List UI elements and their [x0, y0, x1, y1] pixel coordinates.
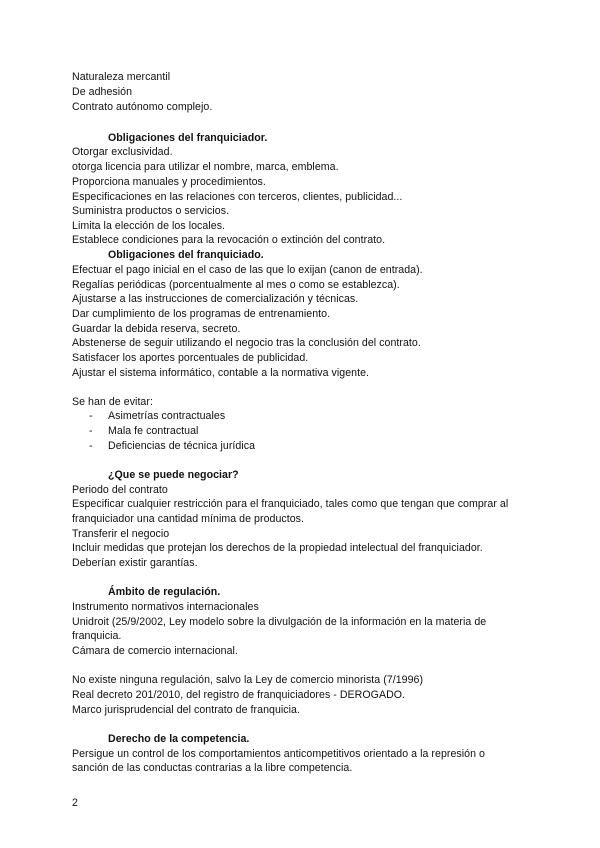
list-item: Efectuar el pago inicial en el caso de las que lo exijan (canon de entrada). — [72, 264, 423, 276]
paragraph-line: Instrumento normativos internacionales — [72, 601, 259, 613]
paragraph-line: sanción de las conductas contrarias a la libre competencia. — [72, 762, 353, 774]
bullet-item: Deficiencias de técnica jurídica — [108, 440, 256, 452]
paragraph-line: Cámara de comercio internacional. — [72, 645, 238, 657]
paragraph-line: Persigue un control de los comportamientos anticompetitivos orientado a la represión o — [72, 748, 485, 760]
list-item: Abstenerse de seguir utilizando el negocio tras la conclusión del contrato. — [72, 337, 421, 349]
list-item: Establece condiciones para la revocación o extinción del contrato. — [72, 234, 386, 246]
section-heading-franquiciado: Obligaciones del franquiciado. — [108, 249, 264, 261]
paragraph-line: franquiciador una cantidad mínima de productos. — [72, 513, 305, 525]
paragraph-line: Unidroit (25/9/2002, Ley modelo sobre la divulgación de la información en la materia de — [72, 616, 487, 628]
bullet-dash: - — [89, 410, 93, 422]
paragraph-line: No existe ninguna regulación, salvo la Ley de comercio minorista (7/1996) — [72, 674, 424, 686]
intro-line: Contrato autónomo complejo. — [72, 101, 213, 113]
paragraph-line: Transferir el negocio — [72, 528, 170, 540]
list-item: Ajustarse a las instrucciones de comercialización y técnicas. — [72, 293, 359, 305]
list-item: otorga licencia para utilizar el nombre, marca, emblema. — [72, 161, 339, 173]
bullet-dash: - — [89, 425, 93, 437]
list-item: Dar cumplimiento de los programas de entrenamiento. — [72, 308, 331, 320]
bullet-item: Mala fe contractual — [108, 425, 199, 437]
paragraph-line: Periodo del contrato — [72, 484, 168, 496]
bullet-item: Asimetrías contractuales — [108, 410, 226, 422]
section-heading-franquiciador: Obligaciones del franquiciador. — [108, 132, 268, 144]
paragraph-line: Real decreto 201/2010, del registro de franquiciadores - DEROGADO. — [72, 689, 406, 701]
section-heading-regulacion: Ámbito de regulación. — [108, 586, 221, 598]
page-number: 2 — [72, 797, 78, 809]
list-item: Proporciona manuales y procedimientos. — [72, 176, 266, 188]
list-item: Especificaciones en las relaciones con terceros, clientes, publicidad... — [72, 191, 403, 203]
list-item: Otorgar exclusividad. — [72, 146, 173, 158]
paragraph-line: Especificar cualquier restricción para el franquiciado, tales como que tengan que comprar al — [72, 498, 509, 510]
paragraph-line: Marco jurisprudencial del contrato de franquicia. — [72, 704, 300, 716]
list-item: Suministra productos o servicios. — [72, 205, 230, 217]
intro-line: Naturaleza mercantil — [72, 71, 171, 83]
paragraph-line: Incluir medidas que protejan los derechos de la propiedad intelectual del franquiciador. — [72, 542, 483, 554]
list-item: Satisfacer los aportes porcentuales de publicidad. — [72, 352, 309, 364]
list-item: Guardar la debida reserva, secreto. — [72, 323, 241, 335]
list-item: Ajustar el sistema informático, contable a la normativa vigente. — [72, 367, 370, 379]
section-heading-competencia: Derecho de la competencia. — [108, 733, 250, 745]
intro-line: De adhesión — [72, 86, 133, 98]
bullet-dash: - — [89, 440, 93, 452]
section-heading-negociar: ¿Que se puede negociar? — [108, 469, 239, 481]
list-item: Regalías periódicas (porcentualmente al mes o como se establezca). — [72, 279, 400, 291]
paragraph-line: franquicia. — [72, 630, 122, 642]
paragraph-line: Deberían existir garantías. — [72, 557, 198, 569]
evitar-intro: Se han de evitar: — [72, 396, 153, 408]
list-item: Limita la elección de los locales. — [72, 220, 226, 232]
